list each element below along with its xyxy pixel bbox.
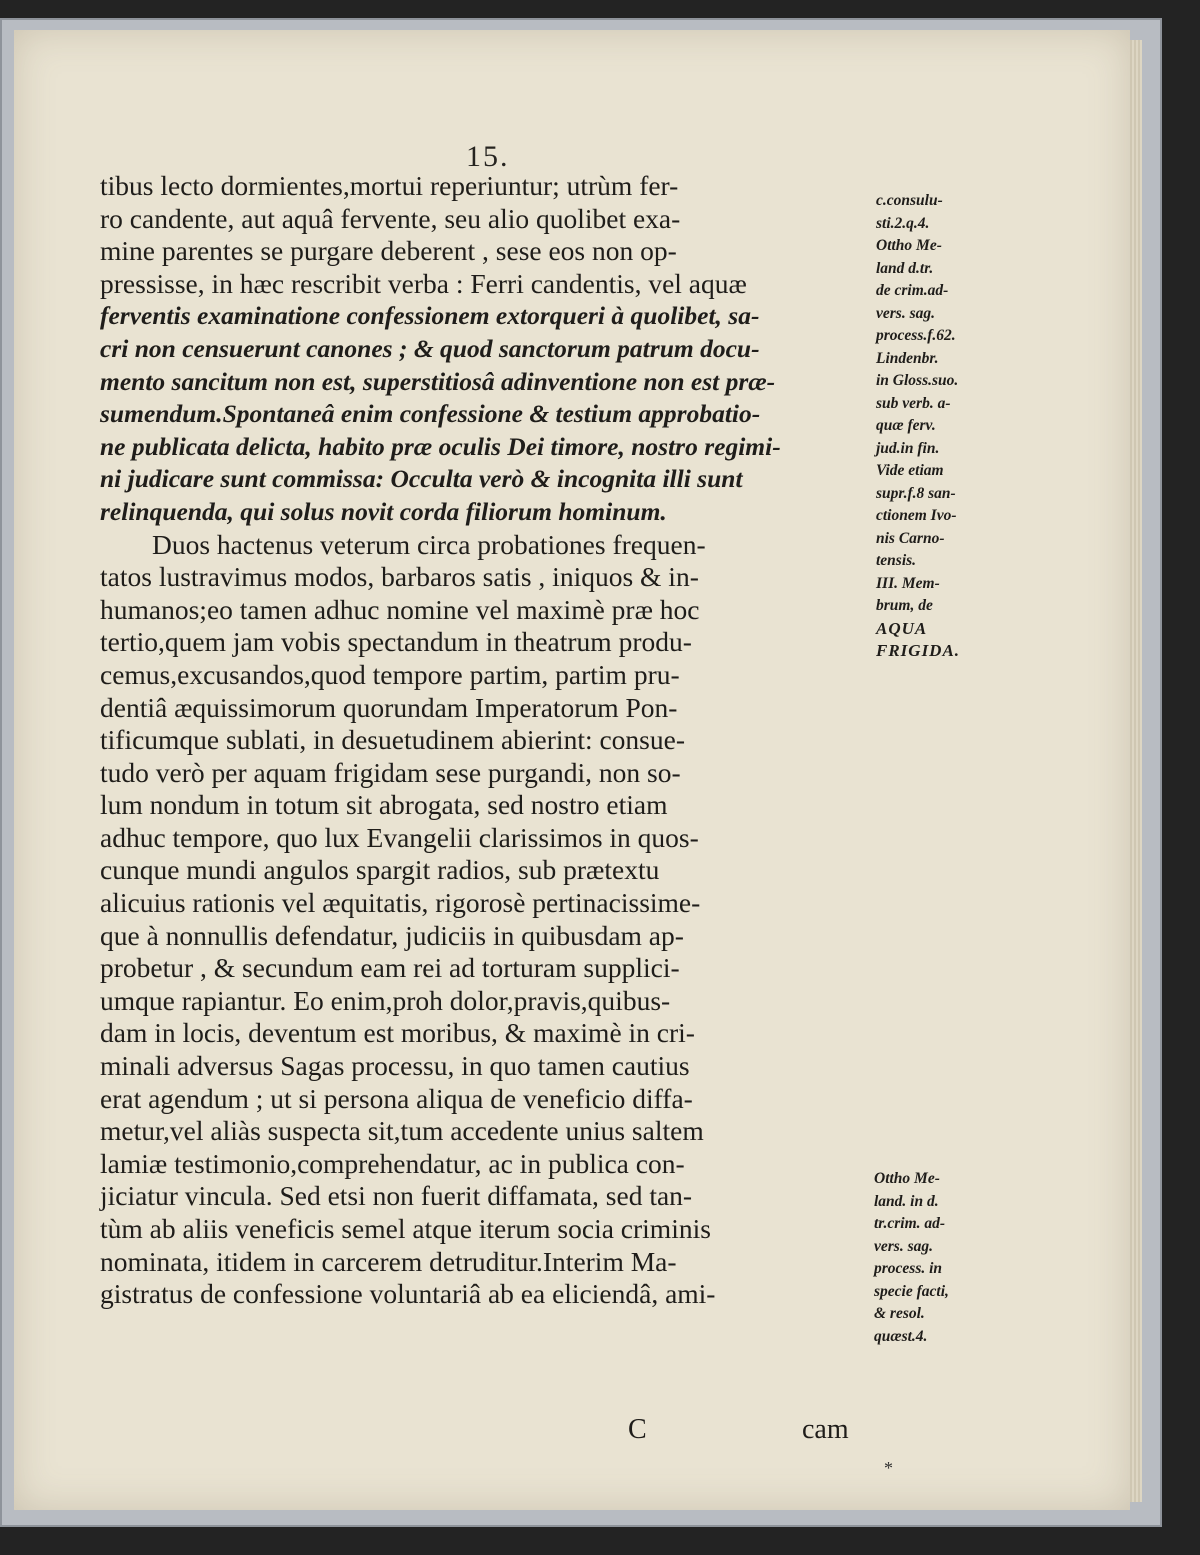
text-line: metur,vel aliàs suspecta sit,tum accedente unius saltem bbox=[100, 1115, 704, 1147]
margin-note-line: ctionem Ivo- bbox=[876, 507, 957, 524]
catchword: cam bbox=[802, 1414, 849, 1445]
text-line: umque rapiantur. Eo enim,proh dolor,pravis,quibus- bbox=[100, 984, 671, 1016]
margin-note-line: tr.crim. ad- bbox=[874, 1215, 946, 1232]
signature-mark: C bbox=[628, 1414, 647, 1445]
margin-note-line: c.consulu- bbox=[876, 192, 943, 209]
text-line: ni judicare sunt commissa: Occulta verò & incognita illi sunt bbox=[100, 464, 743, 494]
margin-note-line: quæst.4. bbox=[874, 1327, 928, 1345]
text-line: probetur , & secundum eam rei ad torturam supplici- bbox=[100, 952, 680, 984]
margin-note-line: in Gloss.suo. bbox=[876, 372, 959, 389]
margin-note-line: FRIGIDA. bbox=[876, 641, 961, 660]
margin-note-top bbox=[876, 190, 960, 663]
margin-note-line: Ottho Me- bbox=[876, 237, 942, 254]
text-line: tatos lustravimus modos, barbaros satis , iniquos & in- bbox=[100, 561, 699, 593]
text-line: ne publicata delicta, habito præ oculis Dei timore, nostro regimi- bbox=[100, 431, 781, 461]
margin-note-line: Lindenbr. bbox=[876, 349, 939, 367]
margin-note-line: brum, de bbox=[876, 597, 933, 614]
text-line: tùm ab aliis veneficis semel atque iterum socia criminis bbox=[100, 1213, 711, 1244]
text-line: Duos hactenus veterum circa probationes frequen- bbox=[152, 528, 706, 560]
margin-note-bottom bbox=[874, 1168, 949, 1348]
margin-note-line: land. in d. bbox=[874, 1192, 939, 1210]
margin-note-line: Vide etiam bbox=[876, 462, 944, 479]
text-line: cunque mundi angulos spargit radios, sub prætextu bbox=[100, 854, 660, 886]
text-line: lamiæ testimonio,comprehendatur, ac in publica con- bbox=[100, 1147, 685, 1179]
margin-note-line: Ottho Me- bbox=[874, 1170, 940, 1187]
text-line: tificumque sublati, in desuetudinem abierint: consue- bbox=[100, 724, 685, 756]
margin-note-line: tensis. bbox=[876, 552, 917, 569]
margin-note-line: specie facti, bbox=[874, 1282, 949, 1300]
text-line: pressisse, in hæc rescribit verba : Ferri candentis, vel aquæ bbox=[100, 267, 747, 299]
text-line: gistratus de confessione voluntariâ ab ea eliciendâ, ami- bbox=[100, 1278, 716, 1310]
margin-note-line: & resol. bbox=[874, 1305, 925, 1322]
margin-note-line: de crim.ad- bbox=[876, 282, 949, 299]
margin-note-line: supr.f.8 san- bbox=[876, 484, 956, 502]
margin-note-line: vers. sag. bbox=[876, 304, 935, 322]
margin-note-line: III. Mem- bbox=[876, 574, 940, 592]
text-line: cri non censuerunt canones ; & quod sanctorum patrum docu- bbox=[100, 333, 760, 363]
text-line: tudo verò per aquam frigidam sese purgandi, non so- bbox=[100, 756, 681, 788]
page-number: 15. bbox=[466, 140, 510, 173]
text-line: mine parentes se purgare deberent , sese eos non op- bbox=[100, 235, 677, 267]
text-line: adhuc tempore, quo lux Evangelii clarissimos in quos- bbox=[100, 821, 699, 853]
text-line: dentiâ æquissimorum quorundam Imperatorum Pon- bbox=[100, 691, 678, 723]
margin-note-line: process.f.62. bbox=[876, 327, 956, 344]
margin-note-line: nis Carno- bbox=[876, 529, 945, 547]
text-line: erat agendum ; ut si persona aliqua de veneficio diffa- bbox=[100, 1082, 693, 1114]
text-line: alicuius rationis vel æquitatis, rigorosè pertinacissime- bbox=[100, 887, 701, 919]
margin-note-line: land d.tr. bbox=[876, 259, 934, 277]
text-line: tertio,quem jam vobis spectandum in theatrum produ- bbox=[100, 626, 692, 658]
margin-note-line: sti.2.q.4. bbox=[876, 214, 930, 232]
text-line: ferventis examinatione confessionem extorqueri à quolibet, sa- bbox=[100, 301, 760, 331]
margin-note-line: process. in bbox=[874, 1260, 943, 1277]
text-line: cemus,excusandos,quod tempore partim, partim pru- bbox=[100, 658, 680, 690]
footer-mark: * bbox=[884, 1458, 893, 1478]
text-line: humanos;eo tamen adhuc nomine vel maximè præ hoc bbox=[100, 593, 700, 625]
text-line: dam in locis, deventum est moribus, & maximè in cri- bbox=[100, 1017, 695, 1049]
text-line: nominata, itidem in carcerem detruditur.Interim Ma- bbox=[100, 1245, 677, 1277]
text-line: sumendum.Spontaneâ enim confessione & testium approbatio- bbox=[100, 399, 761, 429]
text-line: jiciatur vincula. Sed etsi non fuerit diffamata, sed tan- bbox=[100, 1180, 693, 1212]
text-line: mento sancitum non est, superstitiosâ adinventione non est præ- bbox=[100, 366, 776, 396]
margin-note-line: vers. sag. bbox=[874, 1237, 933, 1255]
margin-note-line: jud.in fin. bbox=[876, 439, 940, 457]
margin-note-line: quæ ferv. bbox=[876, 417, 936, 434]
text-line: minali adversus Sagas processu, in quo tamen cautius bbox=[100, 1050, 690, 1082]
text-line: ro candente, aut aquâ fervente, seu alio quolibet exa- bbox=[100, 202, 681, 234]
margin-note-line: sub verb. a- bbox=[876, 394, 951, 412]
page-edges bbox=[1128, 40, 1142, 1502]
text-line: que à nonnullis defendatur, judiciis in quibusdam ap- bbox=[100, 919, 684, 951]
text-line: lum nondum in totum sit abrogata, sed nostro etiam bbox=[100, 789, 668, 821]
text-line: relinquenda, qui solus novit corda filiorum hominum. bbox=[100, 496, 667, 526]
margin-note-line: AQUA bbox=[876, 618, 928, 638]
text-line: tibus lecto dormientes,mortui reperiuntur; utrùm fer- bbox=[100, 170, 679, 201]
main-text-block bbox=[100, 170, 870, 1311]
